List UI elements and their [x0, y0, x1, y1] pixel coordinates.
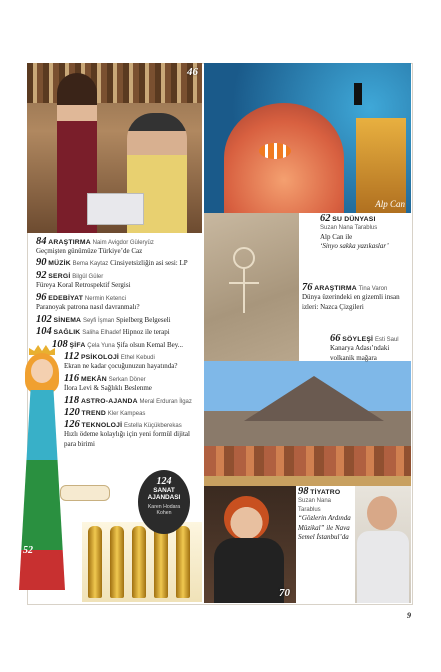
illustration-page-number: 52	[23, 545, 33, 556]
illustration-woman	[15, 345, 70, 600]
toc-entry-tiyatro[interactable]	[298, 488, 354, 542]
entry-description: Paranoyak patrona nasıl davranmalı?	[36, 303, 140, 312]
entry-author: Saliha Elhadef	[82, 330, 121, 336]
toc-entry-edebiyat[interactable]	[36, 294, 206, 313]
statuette	[176, 526, 190, 598]
entry-author: Naim Avigdor Güleryüz	[92, 240, 154, 246]
statuette	[88, 526, 102, 598]
toc-entry-soylesi[interactable]	[330, 335, 412, 363]
entry-description: Cinsiyetsizliğin asi sesi: LP	[110, 259, 188, 267]
photo-underwater	[204, 63, 411, 213]
entry-author: Estella Küçükberekas	[124, 423, 182, 429]
entry-page-number: 120	[64, 407, 80, 418]
scroll-illustration	[60, 485, 110, 501]
entry-description: Füreya Koral Retrospektif Sergisi	[36, 281, 131, 290]
entry-author: Suzan Nana Tarablus	[298, 498, 332, 513]
man-head	[367, 496, 397, 530]
toc-entry-muzik[interactable]	[36, 259, 206, 268]
entry-page-number: 66	[330, 333, 341, 344]
toc-entry-arastirma-nazca[interactable]	[302, 284, 412, 312]
photo-page-number: 46	[187, 66, 198, 78]
anemone	[224, 103, 344, 213]
entry-author: Seyfi İşman	[82, 318, 115, 324]
entry-section: TREND	[81, 410, 106, 417]
entry-page-number: 104	[36, 326, 52, 337]
toc-entry-su-dunyasi[interactable]	[320, 215, 412, 252]
entry-page-number: 116	[64, 373, 80, 384]
entry-author: Tina Varon	[358, 286, 388, 292]
entry-description: İlora Levi & Sağlıklı Beslenme	[64, 384, 152, 393]
entry-page-number: 118	[64, 395, 80, 406]
entry-section: SÖYLEŞİ	[342, 336, 374, 343]
entry-page-number: 108	[52, 339, 68, 350]
badge-title-line1: SANAT	[153, 487, 175, 494]
entry-section: TİYATRO	[310, 489, 341, 496]
woman-red-hair	[224, 496, 269, 541]
toc-entry-arastirma-caz[interactable]	[36, 238, 206, 257]
entry-page-number: 84	[36, 236, 47, 247]
entry-description: Spielberg Belgeseli	[116, 316, 171, 324]
entry-author: Meral Erduran İlgaz	[139, 399, 192, 405]
photo-couple-office	[27, 63, 202, 233]
statuette	[110, 526, 124, 598]
clownfish	[259, 143, 291, 159]
entry-description: Geçmişten günümüze Türkiye’de Caz	[36, 247, 143, 256]
entry-author: Nermin Ketenci	[84, 296, 126, 302]
entry-page-number: 126	[64, 419, 80, 430]
nazca-figure	[204, 213, 299, 361]
entry-section: TEKNOLOJİ	[81, 422, 123, 429]
entry-section: ŞİFA	[69, 342, 86, 349]
entry-page-number: 92	[36, 270, 47, 281]
entry-page-number: 112	[64, 351, 80, 362]
entry-description: Alp Can ile	[320, 232, 353, 241]
page-number: 9	[407, 611, 411, 620]
statuette	[154, 526, 168, 598]
entry-description: Hipnoz ile terapi	[122, 328, 170, 336]
toc-entry-saglik[interactable]	[36, 328, 206, 337]
entry-section: MÜZİK	[48, 260, 71, 267]
toc-entry-psikoloji[interactable]	[64, 353, 234, 372]
entry-author: Serkan Döner	[108, 377, 146, 383]
laptop	[87, 193, 144, 225]
entry-description: “Gözlerin Ardında Müzikal” ile Nava Semel İstanbul’da	[298, 514, 351, 542]
dress	[19, 390, 65, 590]
entry-section: PSİKOLOJİ	[80, 354, 120, 361]
entry-section: SİNEMA	[53, 317, 82, 324]
toc-entry-sergi[interactable]	[36, 272, 206, 291]
toc-entry-sifa[interactable]	[52, 341, 222, 350]
entry-description: Kanarya Adası’ndaki volkanik mağara	[330, 344, 390, 362]
entry-author: Bilgül Güler	[72, 274, 104, 280]
entry-author: Bema Kaytaz	[72, 261, 109, 267]
rocks	[204, 446, 411, 476]
toc-entry-trend[interactable]	[64, 409, 234, 418]
face	[31, 359, 53, 383]
badge-title-line2: AJANDASI	[147, 494, 181, 501]
photographer-signature: Alp Can	[375, 199, 405, 209]
diver	[354, 83, 362, 105]
entry-description-quote: ‘Sinyo sakka yazıkaslar’	[320, 242, 389, 251]
photo-woman-reading	[204, 486, 296, 603]
toc-entry-mekan[interactable]	[64, 375, 234, 394]
entry-section: ARAŞTIRMA	[48, 239, 91, 246]
entry-description: Hızlı ödeme kolaylığı için yeni formül dijital para birimi	[64, 430, 190, 448]
entry-section: ASTRO-AJANDA	[80, 398, 138, 405]
entry-section: SERGİ	[48, 273, 71, 280]
entry-page-number: 90	[36, 257, 47, 268]
entry-page-number: 62	[320, 213, 331, 224]
badge-author-surname: Kohen	[156, 510, 172, 516]
photo-nazca	[204, 213, 299, 361]
entry-section: ARAŞTIRMA	[314, 285, 357, 292]
entry-description: Ekran ne kadar çocuğunuzun hayatında?	[64, 362, 178, 371]
entry-section: MEKÂN	[80, 376, 107, 383]
entry-page-number: 76	[302, 282, 313, 293]
toc-entry-astro-ajanda[interactable]	[64, 397, 234, 406]
toc-entry-sinema[interactable]	[36, 316, 206, 325]
statuette	[132, 526, 146, 598]
entry-author: Ethel Kebudi	[120, 355, 155, 361]
sanat-ajandasi-badge[interactable]	[138, 470, 190, 534]
badge-author: Karen Hodara	[147, 504, 181, 510]
bookshelf	[27, 63, 202, 103]
entry-author: Esti Saul	[374, 337, 399, 343]
entry-page-number: 98	[298, 486, 309, 497]
entry-author: Kler Kampeas	[107, 411, 146, 417]
entry-section: SU DÜNYASI	[332, 216, 376, 223]
photo-man-baby	[355, 486, 411, 603]
entry-page-number: 96	[36, 292, 47, 303]
photo-page-number: 70	[279, 587, 290, 599]
badge-page-number: 124	[156, 476, 172, 487]
entry-section: SAĞLIK	[53, 329, 81, 336]
man-body	[357, 531, 409, 603]
woman-body	[214, 538, 284, 603]
entry-section: EDEBİYAT	[48, 295, 84, 302]
entry-description: Şifa olsun Kemal Bey...	[116, 341, 184, 349]
statuettes-photo	[82, 522, 202, 602]
entry-description: Dünya üzerindeki en gizemli insan izleri: Nazca Çizgileri	[302, 293, 400, 311]
mountain	[244, 376, 384, 421]
entry-author: Çela Yuna	[87, 343, 115, 349]
entry-page-number: 102	[36, 314, 52, 325]
photo-volcano	[204, 361, 411, 486]
toc-entry-teknoloji[interactable]	[64, 421, 202, 449]
entry-author: Suzan Nana Tarablus	[320, 225, 378, 232]
